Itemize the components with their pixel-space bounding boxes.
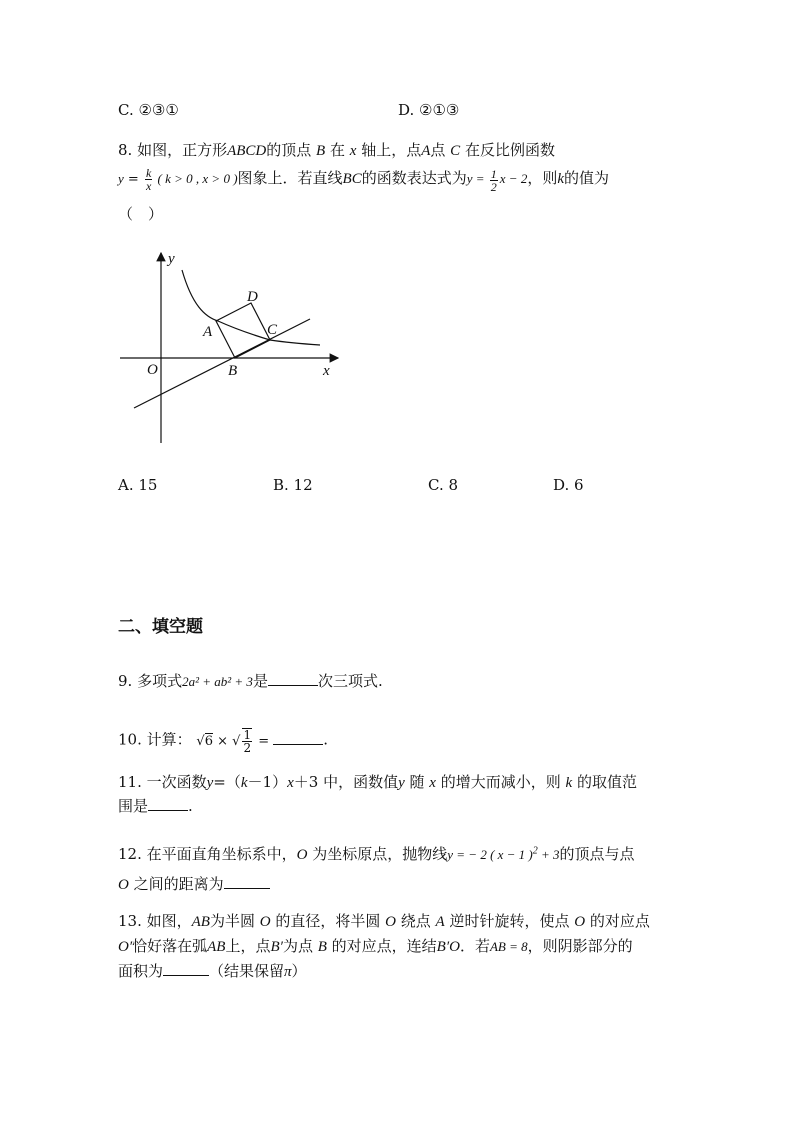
section-title-fill-in: 二、填空题 (118, 617, 203, 637)
q8-text: 点 (430, 141, 451, 159)
q8-line-tail: x − 2 (499, 171, 528, 186)
q11-var-k: k (240, 775, 248, 791)
q12-answer-blank[interactable] (224, 874, 270, 889)
q13-line2 (118, 935, 633, 956)
q13-var-BprimeO: B′O (436, 939, 460, 955)
q10-num: 1 (243, 728, 252, 742)
q13-text: ．若 (459, 937, 490, 955)
q9-expression: 2a² + ab² + 3 (182, 674, 253, 689)
q8-var-A: A (421, 143, 431, 159)
q10-root1: 6 (204, 733, 213, 749)
q8-line2 (118, 167, 609, 193)
q8-line-den: 2 (490, 179, 497, 194)
q12-text: 之间的距离为 (128, 875, 224, 893)
q9-prefix: 9. 多项式 (118, 672, 183, 690)
q11-end: . (188, 797, 193, 815)
q10-end: . (323, 730, 329, 749)
label-b: B (228, 363, 238, 379)
label-c: C (267, 322, 278, 338)
q10-line (118, 728, 328, 754)
q8-figure (110, 245, 350, 450)
q13-var-O: O (259, 914, 271, 930)
q11-answer-blank[interactable] (148, 796, 188, 811)
q11-text: 围是 (118, 797, 149, 815)
q10-frac (242, 728, 252, 754)
q10-eq: = (254, 733, 274, 749)
q11-line1 (118, 771, 637, 792)
q13-var-O: O (385, 914, 396, 930)
q13-text: 的对应点 (585, 912, 650, 930)
q13-text: 为半圆 (209, 912, 260, 930)
q11-text: 的取值范 (572, 773, 637, 791)
q8-var-BC: BC (342, 171, 362, 187)
q12-text: 的顶点与点 (559, 845, 635, 863)
q13-text: 绕点 (395, 912, 436, 930)
q8-var-C: C (450, 143, 461, 159)
q8-text: 轴上，点 (356, 141, 422, 159)
q7-option-d: D. ②①③ (398, 101, 460, 119)
q8-func-k: k (145, 166, 152, 180)
q8-answer-paren: （ ） (118, 205, 164, 223)
q8-line1 (118, 139, 555, 160)
q8-line-y: y = (466, 171, 488, 186)
q9-line (118, 670, 383, 691)
q8-text: ，则 (527, 169, 558, 187)
q9-answer-blank[interactable] (268, 671, 318, 686)
q13-line1 (118, 910, 650, 931)
q9-text: 次三项式. (317, 672, 383, 690)
q11-var-y: y (398, 775, 405, 791)
q10-answer-blank[interactable] (273, 730, 323, 745)
q13-prefix: 13. 如图， (118, 912, 192, 930)
q13-text: 上，点 (225, 937, 271, 955)
q8-text: 在反比例函数 (460, 141, 555, 159)
q11-text: =（ (213, 773, 241, 791)
q13-var-O: O (574, 914, 586, 930)
q13-text: 逆时针旋转，使点 (444, 912, 575, 930)
q13-var-AB: AB (191, 914, 210, 930)
q9-text: 是 (252, 672, 268, 690)
q10-den: 2 (243, 741, 252, 755)
q8-line-expression (466, 166, 528, 194)
q13-text: 恰好落在弧 (132, 937, 208, 955)
q8-func-x: x (145, 179, 152, 193)
q11-var-k: k (565, 775, 573, 791)
q8-square-name: ABCD (227, 143, 267, 159)
q8-option-b: B. 12 (273, 476, 313, 494)
q13-text: 的对应点，连结 (326, 937, 437, 955)
q13-var-A: A (435, 914, 445, 930)
q11-text: 随 (404, 773, 430, 791)
q8-func-y: y (118, 171, 124, 186)
q8-func-eq: = (123, 172, 143, 187)
q8-text: 的值为 (564, 169, 610, 187)
q13-var-Bprime: B′ (270, 939, 283, 955)
label-d: D (247, 289, 258, 305)
q11-prefix: 11. 一次函数 (118, 773, 207, 791)
q13-text: 为点 (282, 937, 318, 955)
q12-var-O: O (296, 847, 308, 863)
q13-text: 面积为 (118, 962, 164, 980)
q13-var-Oprime: O′ (118, 939, 133, 955)
q13-text: ） (291, 962, 307, 980)
q8-var-x: x (349, 143, 357, 159)
q13-var-pi: π (284, 964, 292, 980)
q8-option-c: C. 8 (428, 476, 459, 494)
q8-text: 的函数表达式为 (361, 169, 467, 187)
q8-line-frac (490, 168, 498, 193)
q13-text: ，则阴影部分的 (527, 937, 633, 955)
q7-option-c: C. ②③① (118, 101, 179, 119)
q8-line-num: 1 (490, 166, 497, 181)
q13-line3 (118, 960, 307, 981)
q13-var-B: B (317, 939, 327, 955)
label-x: x (323, 363, 330, 379)
label-y: y (168, 251, 175, 267)
q12-expression (447, 847, 559, 862)
q8-option-d: D. 6 (553, 476, 584, 494)
q13-equation: AB = 8 (489, 939, 528, 954)
q12-prefix: 12. 在平面直角坐标系中， (118, 845, 297, 863)
q11-var-x: x (429, 775, 436, 791)
q11-text: －1） (247, 773, 288, 791)
q12-text: 为坐标原点，抛物线 (307, 845, 448, 863)
q12-var-O: O (118, 877, 129, 893)
q12-exponent: 2 (532, 845, 538, 857)
q11-line2 (118, 795, 193, 816)
q10-prefix: 10. 计算： (118, 730, 192, 749)
q13-text: 的直径，将半圆 (270, 912, 386, 930)
q8-text: 的顶点 (266, 141, 317, 159)
q8-var-B: B (316, 143, 326, 159)
q8-func-cond: ( k > 0 , x > 0 ) (154, 171, 238, 186)
q8-function (118, 166, 238, 193)
label-a: A (203, 324, 213, 340)
q8-prefix: 8. 如图，正方形 (118, 141, 228, 159)
q13-text: （结果保留 (209, 962, 285, 980)
q10-expression: √6 × √ $\frac{1}{2}$ = (196, 728, 274, 755)
q12-line2 (118, 873, 270, 894)
q10-times: × (212, 733, 233, 749)
q8-func-frac (145, 167, 152, 192)
q12-line1 (118, 843, 635, 864)
q13-answer-blank[interactable] (163, 961, 209, 976)
q8-var-k: k (557, 171, 565, 187)
q11-text: ＋3 中，函数值 (293, 773, 399, 791)
q11-var-x: x (287, 775, 294, 791)
q8-option-a: A. 15 (118, 476, 158, 494)
q12-expr: y = − 2 ( x − 1 ) (447, 847, 533, 862)
q11-var-y: y (206, 775, 214, 791)
q13-var-AB: AB (207, 939, 226, 955)
q8-text: 图象上．若直线 (237, 169, 343, 187)
q11-text: 的增大而减小，则 (435, 773, 566, 791)
label-o: O (147, 362, 158, 378)
q12-expr-tail: + 3 (537, 847, 560, 862)
q8-text: 在 (325, 141, 350, 159)
